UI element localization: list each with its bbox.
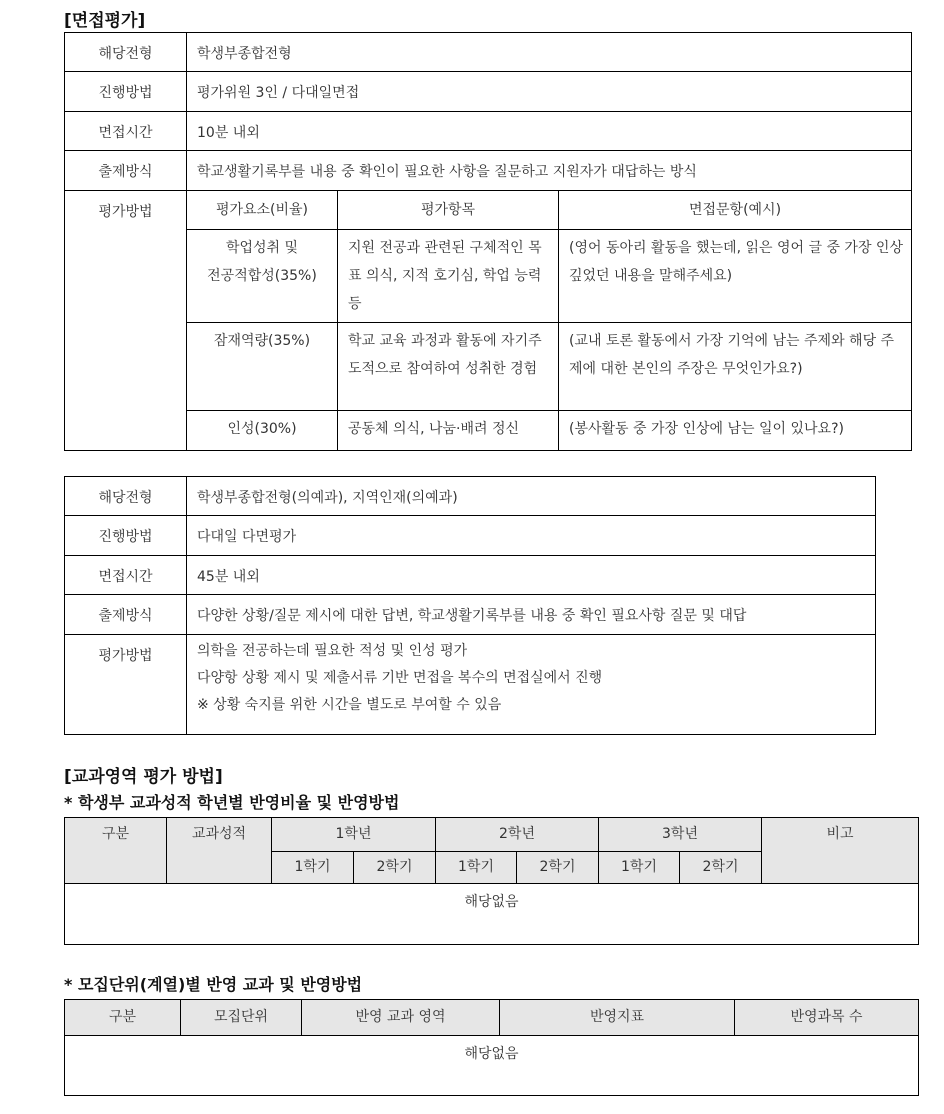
header-subject-count: 반영과목 수 [735, 1000, 919, 1036]
grade-ratio-table [64, 817, 919, 945]
header-year: 1학년 [272, 818, 436, 852]
table-row [65, 635, 876, 735]
sub-header: 평가항목 [338, 191, 559, 230]
eval-question: (영어 동아리 활동을 했는데, 읽은 영어 글 중 가장 인상 깊었던 내용을 말해주세요) [559, 230, 912, 323]
eval-element: 잠재역량(35%) [187, 323, 338, 411]
row-label: 면접시간 [65, 556, 187, 595]
row-value: 학교생활기록부를 내용 중 확인이 필요한 사항을 질문하고 지원자가 대답하는 방식 [187, 151, 912, 191]
header-category: 구분 [65, 818, 167, 884]
method-line: ※ 상황 숙지를 위한 시간을 별도로 부여할 수 있음 [197, 697, 502, 713]
table-row [65, 884, 919, 945]
method-label: 평가방법 [65, 191, 187, 451]
row-label: 면접시간 [65, 112, 187, 151]
eval-element-line: 전공적합성(35%) [207, 268, 317, 284]
table-row [65, 33, 912, 72]
table-row [65, 477, 876, 516]
header-semester: 2학기 [354, 852, 436, 884]
header-semester: 1학기 [436, 852, 517, 884]
table-row [65, 516, 876, 556]
header-semester: 2학기 [517, 852, 599, 884]
table-row [65, 1036, 919, 1096]
row-label: 해당전형 [65, 477, 187, 516]
row-label: 출제방식 [65, 151, 187, 191]
method-line: 의학을 전공하는데 필요한 적성 및 인성 평가 [197, 643, 468, 659]
eval-item: 지원 전공과 관련된 구체적인 목표 의식, 지적 호기심, 학업 능력 등 [338, 230, 559, 323]
interview-table-2 [64, 476, 876, 735]
table-row [65, 151, 912, 191]
table-row [65, 556, 876, 595]
row-label: 출제방식 [65, 595, 187, 635]
row-value: 45분 내외 [187, 556, 876, 595]
section-heading-subject: [교과영역 평가 방법] [64, 767, 223, 787]
eval-question: (봉사활동 중 가장 인상에 남는 일이 있나요?) [559, 411, 912, 451]
eval-element: 인성(30%) [187, 411, 338, 451]
row-value: 10분 내외 [187, 112, 912, 151]
table-row [65, 595, 876, 635]
row-label: 진행방법 [65, 516, 187, 556]
eval-element [187, 230, 338, 323]
method-label: 평가방법 [65, 635, 187, 735]
header-year: 3학년 [599, 818, 762, 852]
interview-table-1 [64, 32, 912, 451]
row-value: 다대일 다면평가 [187, 516, 876, 556]
section-heading-interview: [면접평가] [64, 11, 146, 31]
sub-header: 면접문항(예시) [559, 191, 912, 230]
header-note: 비고 [762, 818, 919, 884]
eval-question: (교내 토론 활동에서 가장 기억에 남는 주제와 해당 주제에 대한 본인의 주장은 무엇인가요?) [559, 323, 912, 411]
empty-cell: 해당없음 [65, 1036, 919, 1096]
table-row [65, 323, 912, 411]
sub-header: 평가요소(비율) [187, 191, 338, 230]
row-value: 다양한 상황/질문 제시에 대한 답변, 학교생활기록부를 내용 중 확인 필요사항 질문 및 대답 [187, 595, 876, 635]
row-label: 해당전형 [65, 33, 187, 72]
subsection-heading-grade-ratio: * 학생부 교과성적 학년별 반영비율 및 반영방법 [64, 793, 400, 812]
header-semester: 2학기 [680, 852, 762, 884]
header-category: 구분 [65, 1000, 181, 1036]
row-label: 진행방법 [65, 72, 187, 112]
table-row [65, 411, 912, 451]
table-row [65, 72, 912, 112]
header-subject-area: 반영 교과 영역 [302, 1000, 500, 1036]
table-row [65, 191, 912, 230]
header-year: 2학년 [436, 818, 599, 852]
table-header-row [65, 818, 919, 852]
eval-item: 공동체 의식, 나눔·배려 정신 [338, 411, 559, 451]
method-description [187, 635, 876, 735]
header-indicator: 반영지표 [500, 1000, 735, 1036]
eval-item: 학교 교육 과정과 활동에 자기주도적으로 참여하여 성취한 경험 [338, 323, 559, 411]
table-row [65, 112, 912, 151]
row-value: 학생부종합전형 [187, 33, 912, 72]
table-header-row [65, 1000, 919, 1036]
reflected-subjects-table [64, 999, 919, 1096]
subsection-heading-reflected-subjects: * 모집단위(계열)별 반영 교과 및 반영방법 [64, 975, 363, 994]
header-unit: 모집단위 [181, 1000, 302, 1036]
header-semester: 1학기 [272, 852, 354, 884]
empty-cell: 해당없음 [65, 884, 919, 945]
table-row [65, 230, 912, 323]
method-line: 다양항 상황 제시 및 제출서류 기반 면접을 복수의 면접실에서 진행 [197, 670, 603, 686]
eval-element-line: 학업성취 및 [225, 240, 299, 256]
header-semester: 1학기 [599, 852, 680, 884]
row-value: 평가위원 3인 / 다대일면접 [187, 72, 912, 112]
row-value: 학생부종합전형(의예과), 지역인재(의예과) [187, 477, 876, 516]
header-grades: 교과성적 [167, 818, 272, 884]
